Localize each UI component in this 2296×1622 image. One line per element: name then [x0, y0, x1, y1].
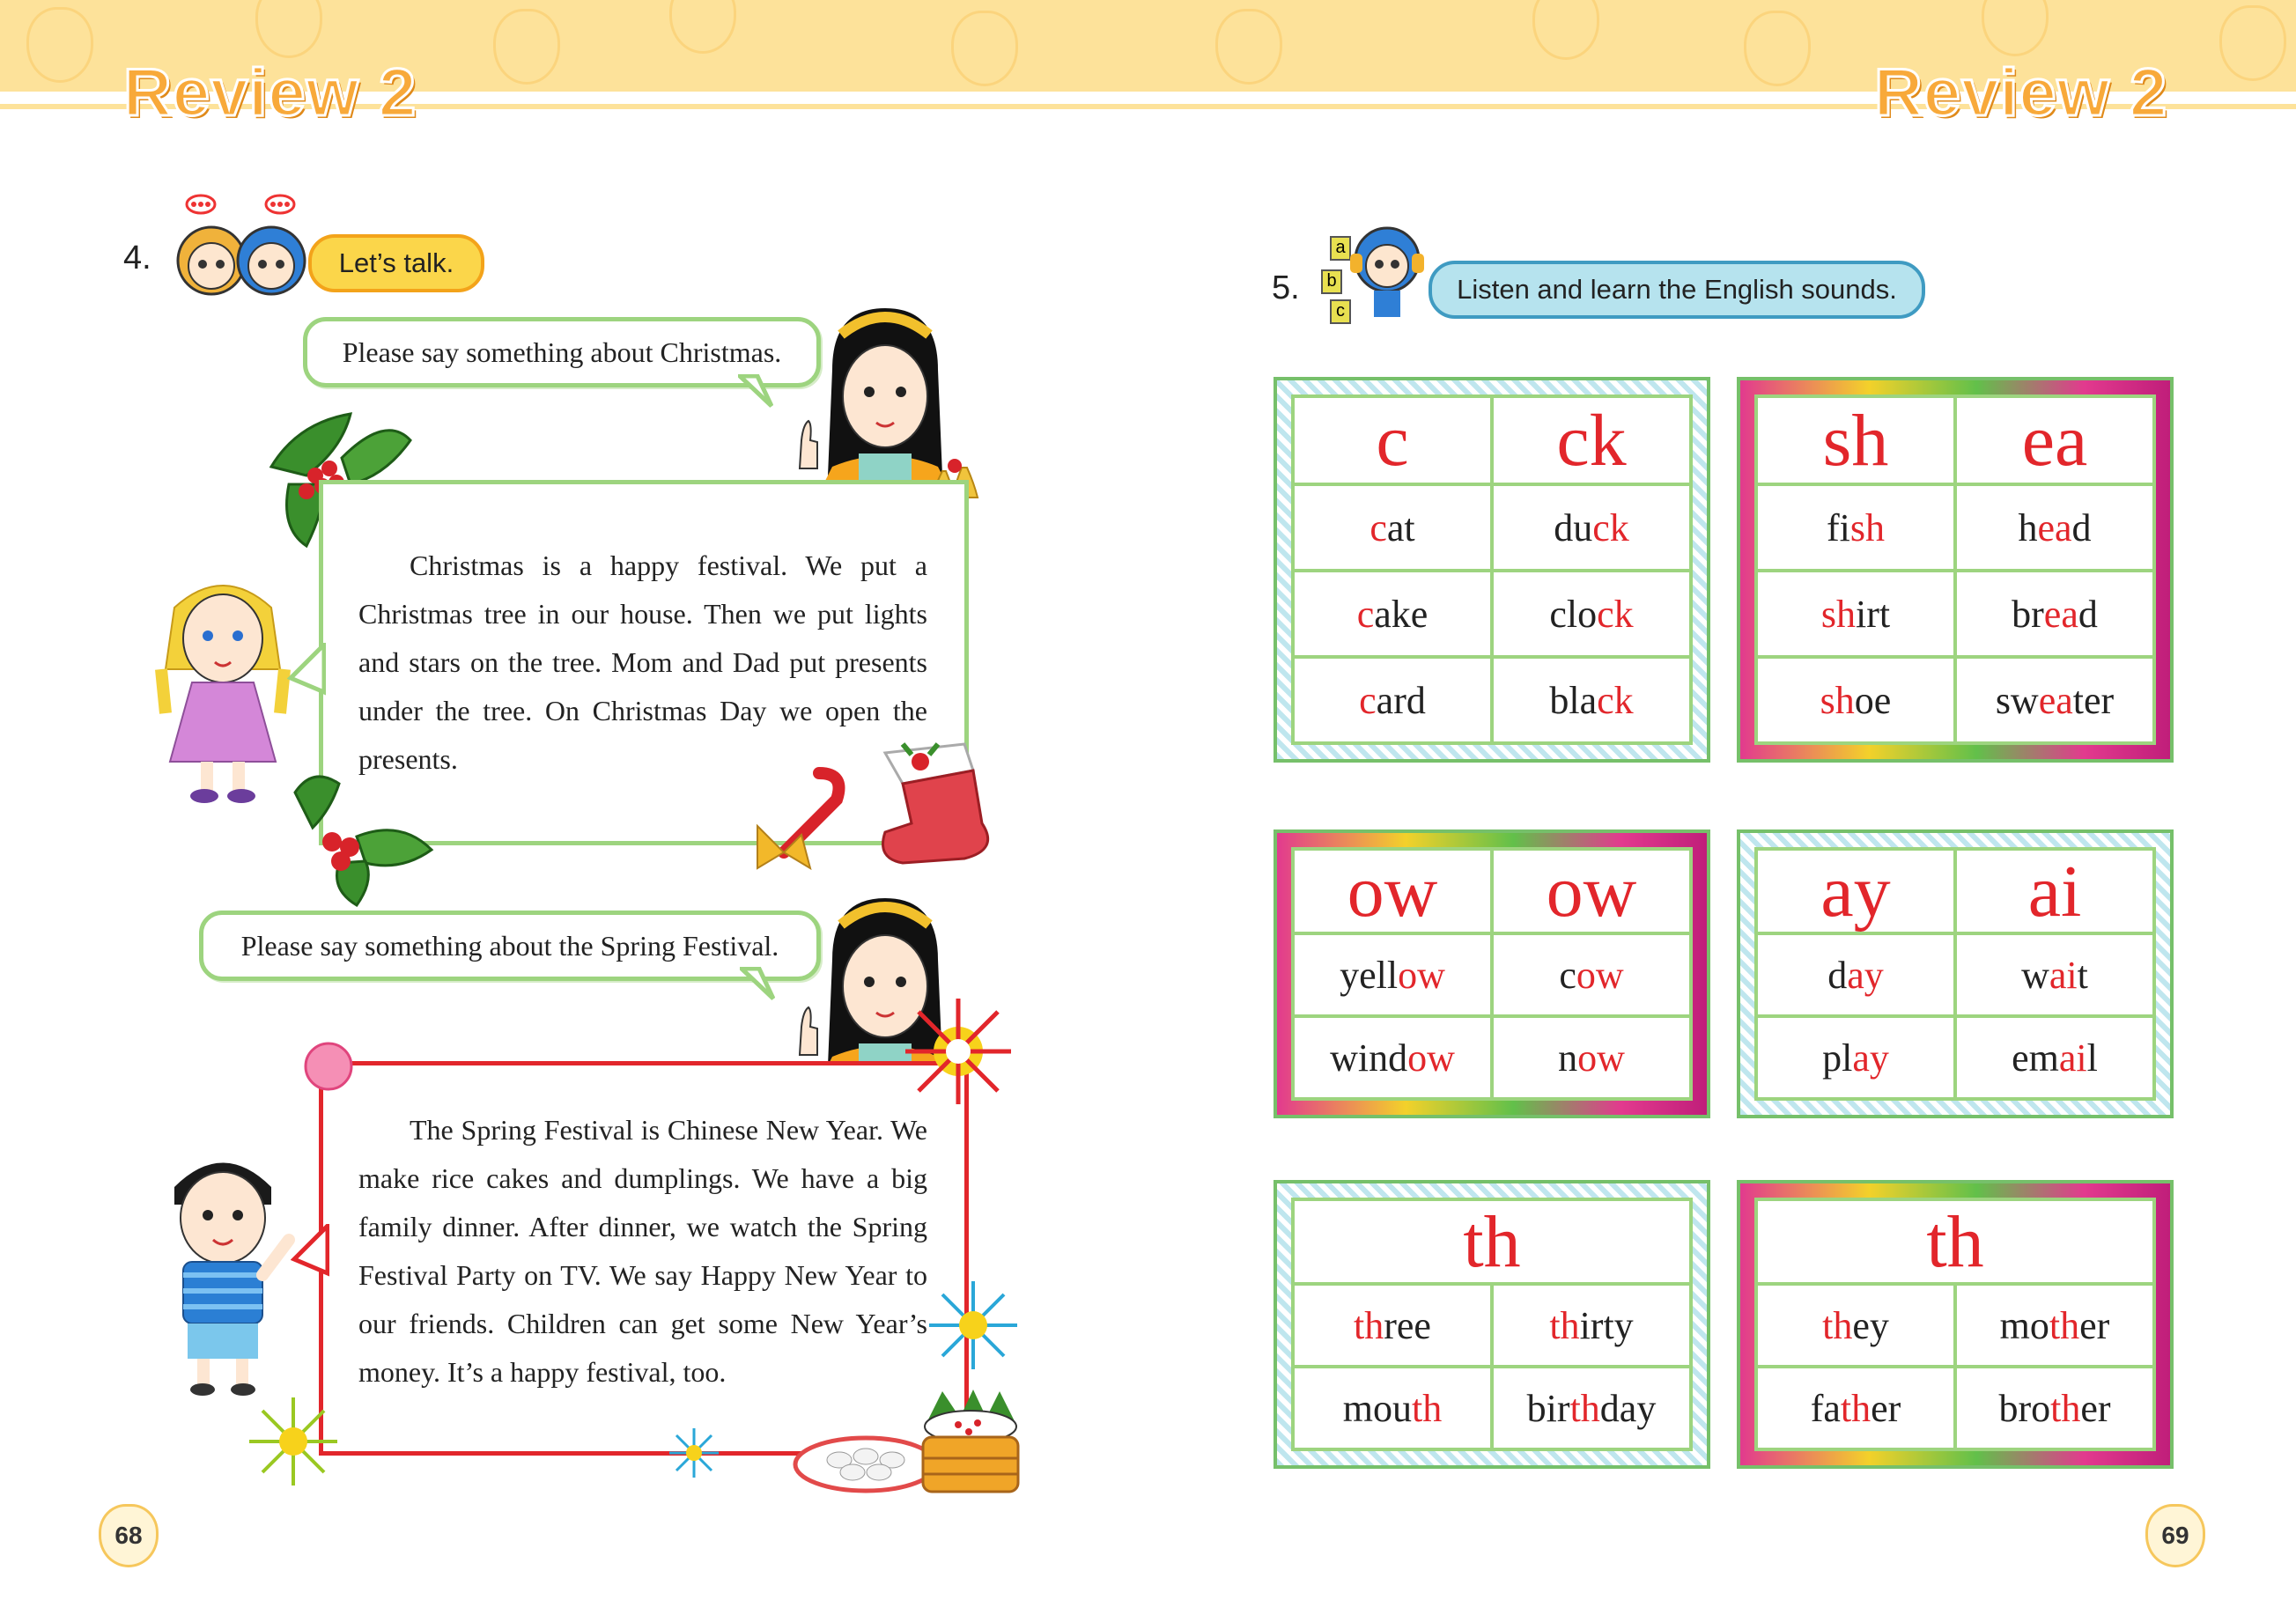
letter-tile-b: b — [1321, 269, 1342, 294]
word-part: sw — [1995, 678, 2039, 722]
section-5-number: 5. — [1272, 269, 1300, 306]
highlighted-sound: ow — [1407, 1036, 1455, 1080]
word-part: em — [2012, 1036, 2059, 1080]
firework-burst-icon — [668, 1427, 720, 1479]
page-title-right: Review 2 — [1874, 55, 2168, 130]
word-part: bla — [1549, 678, 1598, 722]
example-word — [1291, 483, 1494, 572]
word-part: fa — [1810, 1386, 1841, 1430]
page-number-left: 68 — [99, 1504, 159, 1567]
christmas-answer-text: Christmas is a happy festival. We put a Christmas tree in our house. Then we put lights and stars on the tree. Mom and Dad put presents under the tree. On Christmas Day we open the presents. — [358, 549, 927, 775]
firework-burst-icon — [925, 1277, 1022, 1374]
highlighted-sound: ay — [1847, 953, 1884, 997]
example-word — [1754, 932, 1957, 1018]
highlighted-sound: th — [1354, 1303, 1384, 1347]
highlighted-sound: ck — [1592, 505, 1629, 549]
word-part: at — [1386, 505, 1415, 549]
strawberry-icon — [951, 11, 1018, 86]
word-part: d — [2071, 505, 2092, 549]
word-part: mo — [1999, 1303, 2049, 1347]
highlighted-sound: ea — [2043, 592, 2078, 636]
example-word — [1490, 1014, 1693, 1101]
example-word — [1754, 1014, 1957, 1101]
example-word — [1490, 483, 1693, 572]
boy-waving-illustration — [148, 1143, 298, 1398]
example-word — [1953, 569, 2156, 659]
word-part: ey — [1852, 1303, 1889, 1347]
boy-mascot-headphones-icon — [1343, 220, 1431, 326]
phonics-card — [1737, 1180, 2174, 1469]
highlighted-sound: ow — [1577, 1036, 1625, 1080]
page-title-left: Review 2 — [123, 55, 417, 130]
example-word — [1953, 1365, 2156, 1451]
word-part: bir — [1526, 1386, 1570, 1430]
sound-heading: ai — [1953, 847, 2156, 935]
highlighted-sound: th — [1549, 1303, 1580, 1347]
section-4-label: Let’s talk. — [308, 234, 484, 292]
example-word — [1754, 1282, 1957, 1368]
example-word — [1953, 483, 2156, 572]
highlighted-sound: ea — [2037, 505, 2072, 549]
strawberry-icon — [2219, 5, 2286, 81]
letter-tile-c: c — [1330, 299, 1351, 324]
phonics-card — [1737, 377, 2174, 763]
example-word — [1490, 1365, 1693, 1451]
strawberry-icon — [493, 9, 560, 85]
highlighted-sound: c — [1369, 505, 1387, 549]
holly-icon-bottom — [286, 766, 436, 907]
highlighted-sound: ai — [2049, 953, 2078, 997]
example-word — [1953, 932, 2156, 1018]
firework-burst-icon — [245, 1393, 342, 1490]
sound-heading: ck — [1490, 394, 1693, 486]
word-part: oe — [1854, 678, 1892, 722]
example-word — [1754, 483, 1957, 572]
word-part: yell — [1340, 953, 1399, 997]
highlighted-sound: ow — [1398, 953, 1445, 997]
example-word — [1291, 1014, 1494, 1101]
highlighted-sound: th — [2050, 1386, 2081, 1430]
example-word — [1490, 655, 1693, 745]
highlighted-sound: sh — [1820, 678, 1855, 722]
word-part: ake — [1374, 592, 1429, 636]
word-part: wind — [1330, 1036, 1408, 1080]
example-word — [1953, 1282, 2156, 1368]
christmas-question-text: Please say something about Christmas. — [342, 335, 782, 368]
pointing-hand-icon — [791, 1004, 826, 1057]
example-word — [1953, 1014, 2156, 1101]
christmas-stocking-icon — [867, 735, 1008, 867]
phonics-card — [1274, 829, 1710, 1118]
example-word — [1754, 569, 1957, 659]
example-word — [1291, 569, 1494, 659]
spring-answer-box — [319, 1061, 969, 1456]
firework-burst-icon — [897, 990, 1020, 1113]
example-word — [1754, 655, 1957, 745]
strawberry-icon — [1744, 11, 1811, 86]
word-part: br — [2012, 592, 2044, 636]
sound-heading: th — [1754, 1198, 2156, 1286]
word-part: c — [1559, 953, 1576, 997]
example-word — [1291, 1365, 1494, 1451]
speech-tail — [740, 967, 775, 1002]
word-part: ard — [1376, 678, 1426, 722]
word-part: irt — [1856, 592, 1891, 636]
word-part: du — [1554, 505, 1593, 549]
sound-heading: c — [1291, 394, 1494, 486]
phonics-card — [1274, 1180, 1710, 1469]
phonics-card — [1274, 377, 1710, 763]
pink-firework-icon — [298, 1036, 359, 1097]
strawberry-icon — [1215, 9, 1282, 85]
highlighted-sound: c — [1359, 678, 1377, 722]
word-part: ter — [2072, 678, 2115, 722]
example-word — [1490, 1282, 1693, 1368]
pointing-hand-icon — [791, 417, 826, 470]
word-part: d — [1827, 953, 1848, 997]
highlighted-sound: ck — [1597, 592, 1634, 636]
word-part: n — [1558, 1036, 1578, 1080]
highlighted-sound: ea — [2038, 678, 2073, 722]
page-number-right: 69 — [2145, 1504, 2205, 1567]
word-part: day — [1599, 1386, 1657, 1430]
word-part: ree — [1384, 1303, 1431, 1347]
highlighted-sound: sh — [1849, 505, 1885, 549]
highlighted-sound: c — [1356, 592, 1375, 636]
example-word — [1490, 569, 1693, 659]
word-part: mou — [1342, 1386, 1412, 1430]
highlighted-sound: ck — [1597, 678, 1634, 722]
spring-question-text: Please say something about the Spring Festival. — [240, 929, 779, 962]
example-word — [1291, 1282, 1494, 1368]
word-part: d — [2078, 592, 2098, 636]
sound-heading: ea — [1953, 394, 2156, 486]
blonde-girl-illustration — [148, 572, 298, 810]
highlighted-sound: th — [1569, 1386, 1600, 1430]
sound-heading: ow — [1291, 847, 1494, 935]
section-5-label: Listen and learn the English sounds. — [1429, 261, 1925, 319]
example-word — [1953, 655, 2156, 745]
word-part: bro — [1998, 1386, 2051, 1430]
highlighted-sound: th — [1822, 1303, 1853, 1347]
spring-question-bubble — [199, 911, 821, 981]
word-part: er — [2079, 1303, 2110, 1347]
word-part: clo — [1549, 592, 1598, 636]
sound-heading: th — [1291, 1198, 1693, 1286]
speech-tail — [738, 374, 773, 409]
word-part: h — [2018, 505, 2038, 549]
rice-cake-steamer-icon — [916, 1382, 1026, 1501]
word-part: fi — [1826, 505, 1850, 549]
strawberry-icon — [26, 7, 93, 83]
word-part: er — [1871, 1386, 1901, 1430]
two-kids-mascot-icon — [159, 192, 326, 298]
letter-tile-a: a — [1330, 236, 1351, 261]
example-word — [1291, 655, 1494, 745]
sound-heading: ay — [1754, 847, 1957, 935]
section-4-number: 4. — [123, 240, 151, 276]
spring-answer-text: The Spring Festival is Chinese New Year. We make rice cakes and dumplings. We have a big family dinner. After dinner, we watch the Spring Festival Party on TV. We say Happy New Year to our friends. Children can get some New Year’s money. It’s a happy festival, too. — [358, 1114, 927, 1388]
highlighted-sound: th — [1412, 1386, 1443, 1430]
example-word — [1291, 932, 1494, 1018]
highlighted-sound: sh — [1820, 592, 1856, 636]
speech-tail-left — [287, 643, 326, 696]
word-part: er — [2080, 1386, 2111, 1430]
word-part: w — [2021, 953, 2049, 997]
sound-heading: ow — [1490, 847, 1693, 935]
highlighted-sound: ai — [2058, 1036, 2087, 1080]
word-part: l — [2086, 1036, 2098, 1080]
highlighted-sound: ow — [1576, 953, 1624, 997]
word-part: irty — [1579, 1303, 1634, 1347]
word-part: pl — [1822, 1036, 1853, 1080]
sound-heading: sh — [1754, 394, 1957, 486]
highlighted-sound: ay — [1852, 1036, 1889, 1080]
candy-cane-icon — [722, 764, 845, 870]
example-word — [1490, 932, 1693, 1018]
highlighted-sound: th — [1840, 1386, 1871, 1430]
example-word — [1754, 1365, 1957, 1451]
word-part: t — [2077, 953, 2088, 997]
phonics-card — [1737, 829, 2174, 1118]
highlighted-sound: th — [2049, 1303, 2080, 1347]
